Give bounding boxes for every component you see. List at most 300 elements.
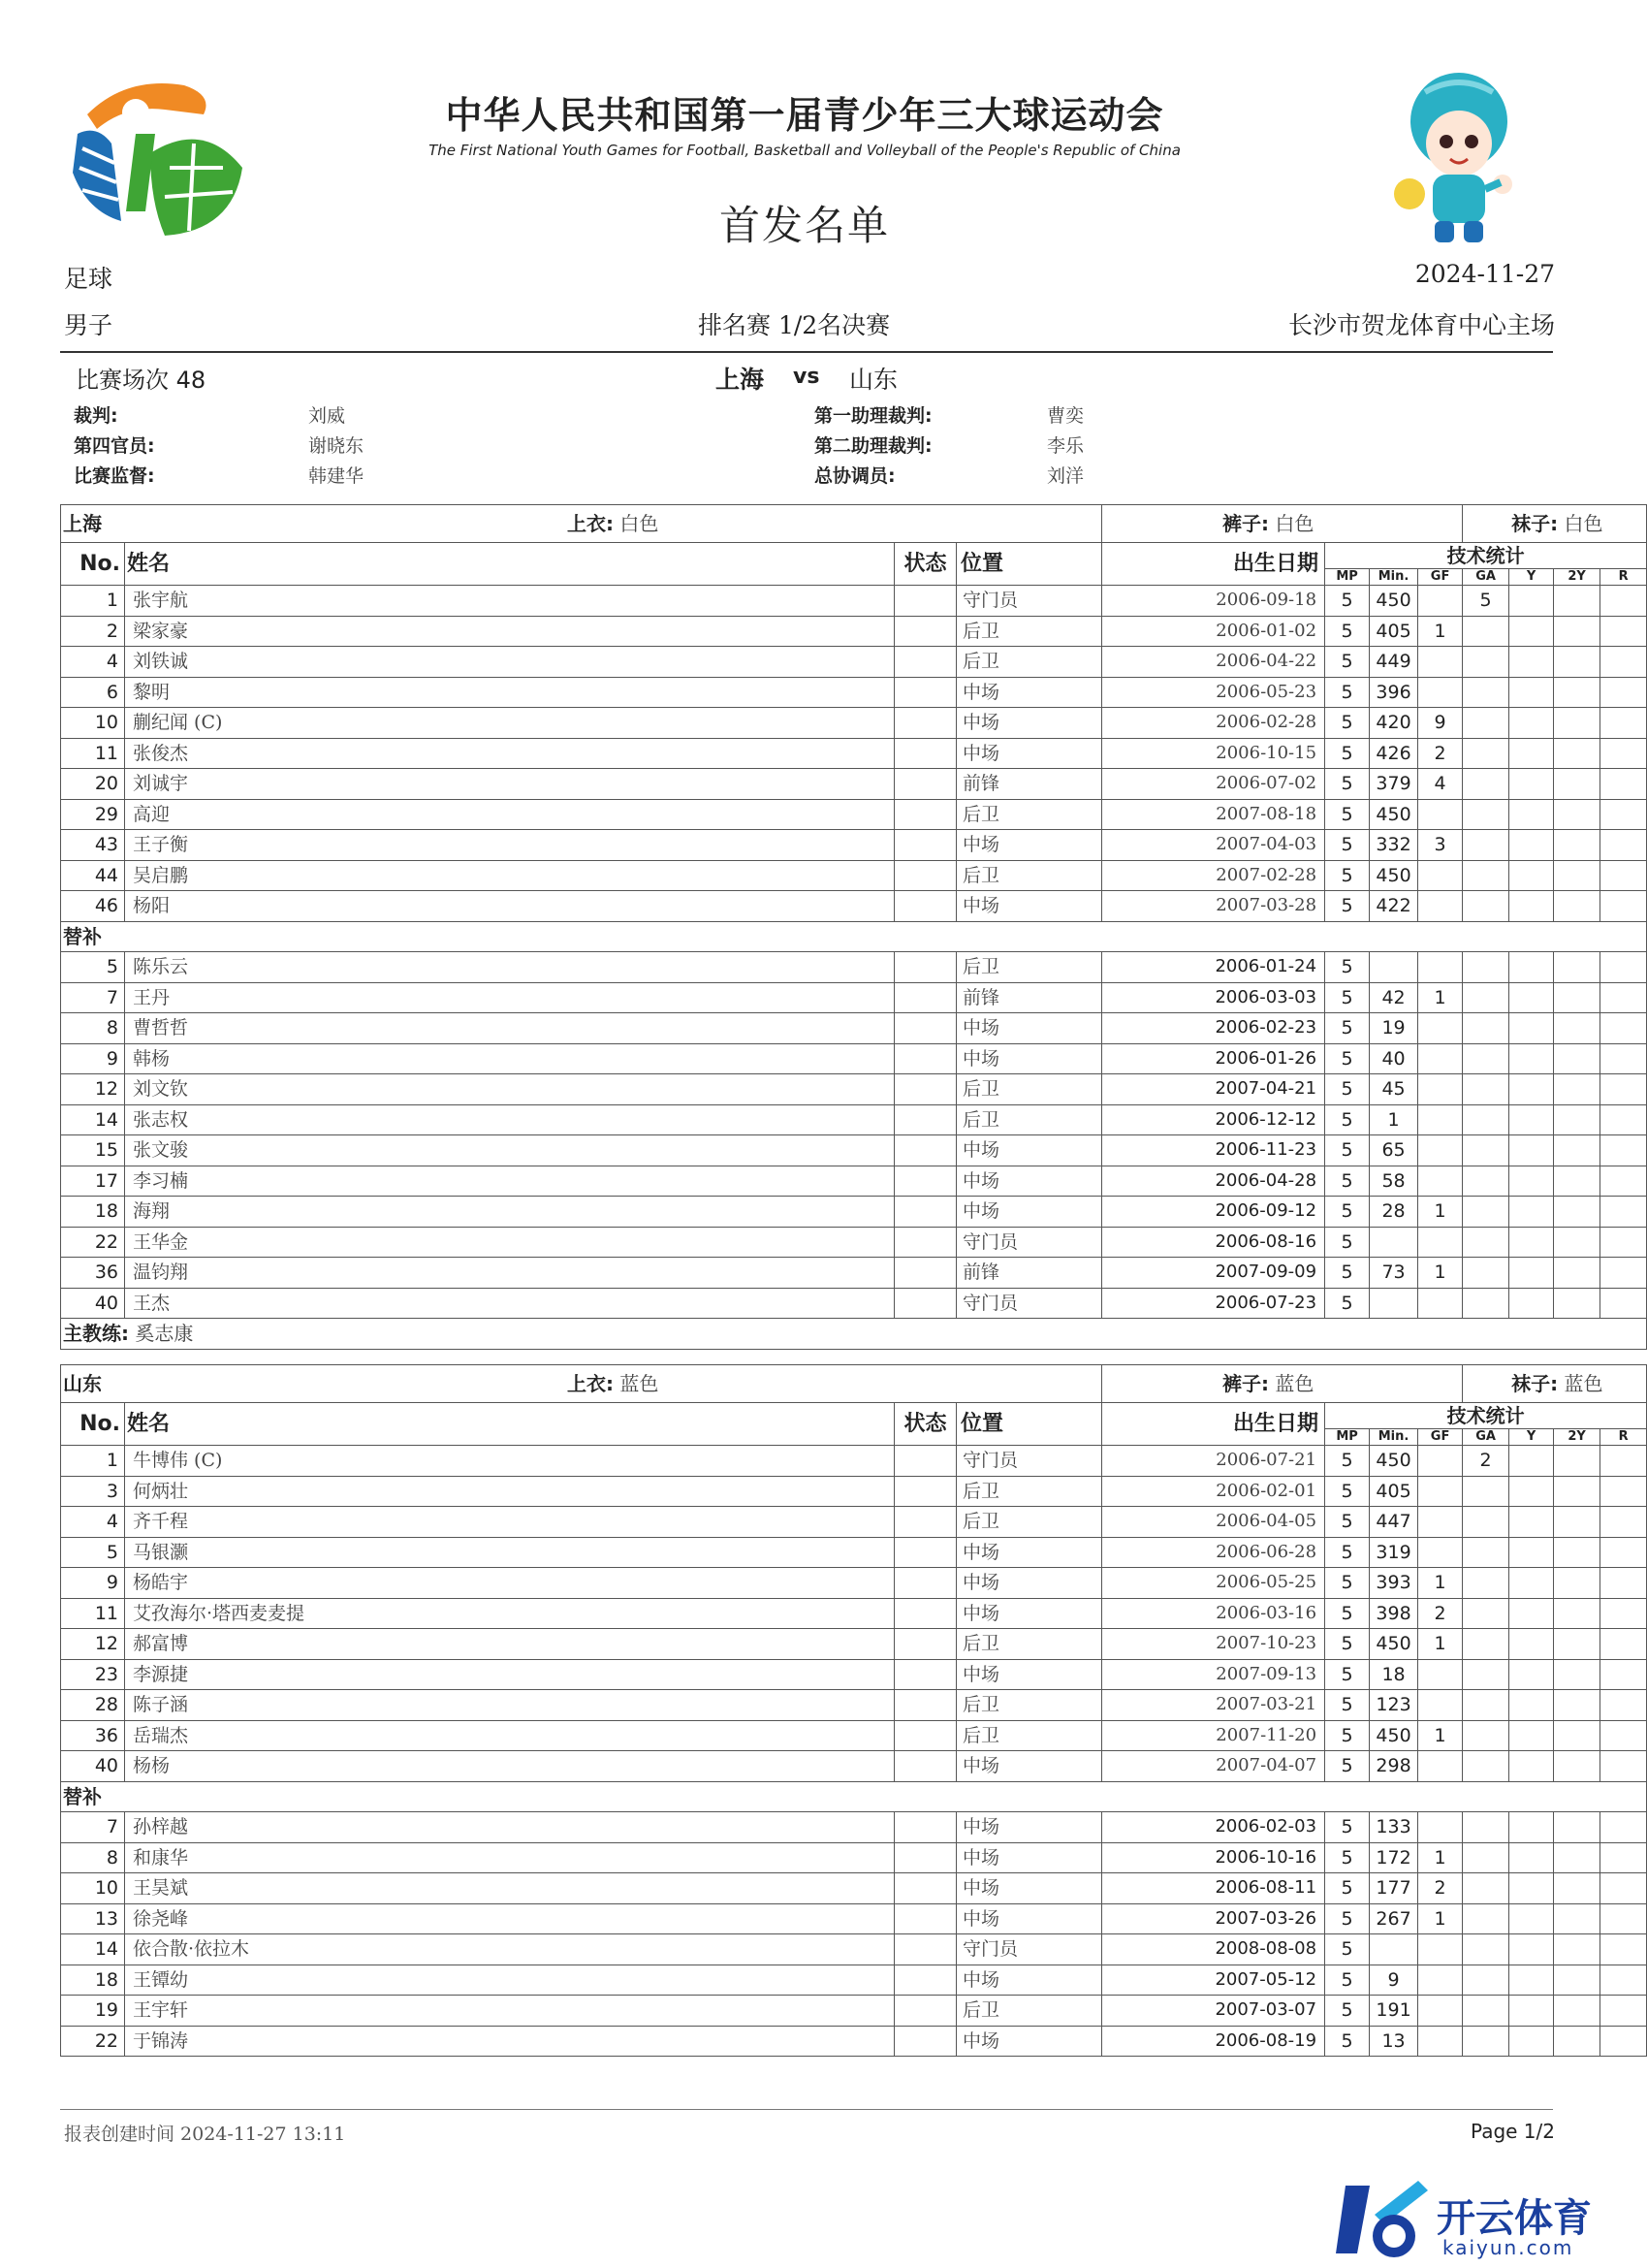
player-row (61, 1934, 1647, 1965)
player-name: 高迎 (125, 799, 895, 830)
shirt-label: 上衣: (567, 1372, 614, 1395)
stat-min: 13 (1370, 2026, 1418, 2057)
stat-gf (1418, 1659, 1463, 1690)
stat-y (1509, 1629, 1554, 1660)
stat-mp: 5 (1325, 2026, 1370, 2057)
stat-y2 (1554, 769, 1600, 800)
player-number: 43 (61, 830, 125, 861)
stat-gf: 1 (1418, 982, 1463, 1013)
stat-r (1600, 1812, 1647, 1843)
stat-y (1509, 1104, 1554, 1135)
stat-header-gf: GF (1418, 569, 1463, 586)
player-position: 中场 (957, 1659, 1102, 1690)
stat-min: 422 (1370, 891, 1418, 922)
player-dob: 2006-01-24 (1102, 952, 1325, 983)
stat-y (1509, 1996, 1554, 2027)
player-dob: 2008-08-08 (1102, 1934, 1325, 1965)
watermark-url: kaiyun.com (1442, 2236, 1574, 2259)
stat-y (1509, 799, 1554, 830)
stat-r (1600, 1996, 1647, 2027)
stat-min (1370, 1227, 1418, 1258)
player-position: 中场 (957, 1043, 1102, 1074)
player-position: 中场 (957, 1873, 1102, 1904)
stat-y (1509, 1507, 1554, 1538)
stat-gf: 1 (1418, 1903, 1463, 1934)
player-status (895, 1135, 957, 1166)
shorts-cell (1102, 1365, 1463, 1403)
stat-r (1600, 677, 1647, 708)
player-name: 徐尧峰 (125, 1903, 895, 1934)
stat-mp: 5 (1325, 1690, 1370, 1721)
stat-mp: 5 (1325, 1568, 1370, 1599)
home-team-title: 上海 (715, 366, 765, 394)
stat-header-mp: MP (1325, 569, 1370, 586)
player-name: 王镡幼 (125, 1965, 895, 1996)
stat-y (1509, 1476, 1554, 1507)
player-name: 李习楠 (125, 1166, 895, 1197)
stat-y2 (1554, 799, 1600, 830)
stat-y2 (1554, 1751, 1600, 1782)
player-row (61, 708, 1647, 739)
player-name: 张宇航 (125, 586, 895, 617)
player-status (895, 1965, 957, 1996)
stat-gf (1418, 1476, 1463, 1507)
stat-r (1600, 1135, 1647, 1166)
player-number: 40 (61, 1751, 125, 1782)
player-row (61, 1873, 1647, 1904)
player-status (895, 1751, 957, 1782)
stat-gf (1418, 1507, 1463, 1538)
player-position: 守门员 (957, 1934, 1102, 1965)
player-status (895, 1013, 957, 1044)
player-row (61, 1537, 1647, 1568)
stat-ga (1463, 1903, 1509, 1934)
stat-y2 (1554, 1934, 1600, 1965)
stat-min: 405 (1370, 1476, 1418, 1507)
player-number: 23 (61, 1659, 125, 1690)
stat-mp: 5 (1325, 830, 1370, 861)
stat-y (1509, 1598, 1554, 1629)
stat-ga: 2 (1463, 1446, 1509, 1477)
player-name: 梁家豪 (125, 616, 895, 647)
team-table (60, 504, 1647, 1350)
stat-gf: 1 (1418, 1197, 1463, 1228)
stat-min: 42 (1370, 982, 1418, 1013)
player-number: 7 (61, 982, 125, 1013)
stat-y (1509, 1965, 1554, 1996)
stat-y (1509, 1873, 1554, 1904)
player-row (61, 1013, 1647, 1044)
player-row (61, 982, 1647, 1013)
stat-mp: 5 (1325, 799, 1370, 830)
stat-r (1600, 799, 1647, 830)
stat-y (1509, 2026, 1554, 2057)
stat-header-ga: GA (1463, 1429, 1509, 1446)
stat-mp: 5 (1325, 1751, 1370, 1782)
player-name: 马银灏 (125, 1537, 895, 1568)
player-number: 13 (61, 1903, 125, 1934)
player-name: 陈乐云 (125, 952, 895, 983)
stat-r (1600, 1873, 1647, 1904)
player-position: 前锋 (957, 769, 1102, 800)
stat-y (1509, 1166, 1554, 1197)
ar2-name: 李乐 (1047, 435, 1085, 457)
player-name: 黎明 (125, 677, 895, 708)
stat-gf (1418, 1043, 1463, 1074)
stat-mp: 5 (1325, 1873, 1370, 1904)
stat-mp: 5 (1325, 1476, 1370, 1507)
stat-mp: 5 (1325, 982, 1370, 1013)
shirt-color: 白色 (619, 512, 659, 535)
player-number: 8 (61, 1013, 125, 1044)
stat-y2 (1554, 1197, 1600, 1228)
player-status (895, 1598, 957, 1629)
player-status (895, 1903, 957, 1934)
shorts-label: 裤子: (1222, 1372, 1270, 1395)
stat-y (1509, 1720, 1554, 1751)
kaiyun-logo-icon (1336, 2176, 1433, 2263)
stat-r (1600, 1197, 1647, 1228)
player-row (61, 1476, 1647, 1507)
stat-mp: 5 (1325, 1842, 1370, 1873)
stat-y2 (1554, 1476, 1600, 1507)
player-name: 王丹 (125, 982, 895, 1013)
player-name: 岳瑞杰 (125, 1720, 895, 1751)
player-status (895, 1568, 957, 1599)
player-name: 刘文钦 (125, 1074, 895, 1105)
player-name: 温钧翔 (125, 1258, 895, 1289)
stat-y2 (1554, 1013, 1600, 1044)
stat-ga (1463, 769, 1509, 800)
player-row (61, 1965, 1647, 1996)
stat-mp: 5 (1325, 1507, 1370, 1538)
stat-mp: 5 (1325, 769, 1370, 800)
coordinator-label: 总协调员: (814, 465, 896, 487)
stat-min: 450 (1370, 1629, 1418, 1660)
referee-label: 裁判: (74, 405, 118, 427)
stat-ga (1463, 1720, 1509, 1751)
stat-min: 450 (1370, 799, 1418, 830)
player-row (61, 647, 1647, 678)
player-position: 中场 (957, 677, 1102, 708)
stat-r (1600, 586, 1647, 617)
player-name: 海翔 (125, 1197, 895, 1228)
stat-y (1509, 1568, 1554, 1599)
player-position: 后卫 (957, 799, 1102, 830)
stat-y (1509, 616, 1554, 647)
stat-y2 (1554, 1043, 1600, 1074)
stage-label: 排名赛 1/2名决赛 (698, 311, 891, 339)
stat-gf (1418, 860, 1463, 891)
stat-y (1509, 1135, 1554, 1166)
player-status (895, 1104, 957, 1135)
stat-gf: 4 (1418, 769, 1463, 800)
player-status (895, 1227, 957, 1258)
player-dob: 2007-03-28 (1102, 891, 1325, 922)
stat-y (1509, 1288, 1554, 1319)
stat-mp: 5 (1325, 1197, 1370, 1228)
player-position: 中场 (957, 1568, 1102, 1599)
stat-ga (1463, 891, 1509, 922)
supervisor-label: 比赛监督: (74, 465, 155, 487)
stat-y (1509, 1934, 1554, 1965)
player-number: 29 (61, 799, 125, 830)
player-position: 中场 (957, 1135, 1102, 1166)
player-name: 刘诚宇 (125, 769, 895, 800)
player-row (61, 1751, 1647, 1782)
stat-ga (1463, 1507, 1509, 1538)
stat-r (1600, 1751, 1647, 1782)
stat-y2 (1554, 677, 1600, 708)
player-name: 张志权 (125, 1104, 895, 1135)
player-position: 守门员 (957, 586, 1102, 617)
stat-min: 65 (1370, 1135, 1418, 1166)
shirt-color: 蓝色 (619, 1372, 659, 1395)
player-name: 于锦涛 (125, 2026, 895, 2057)
stat-r (1600, 1288, 1647, 1319)
stat-ga (1463, 1965, 1509, 1996)
player-row (61, 830, 1647, 861)
stat-ga (1463, 1873, 1509, 1904)
stat-ga (1463, 2026, 1509, 2057)
player-position: 后卫 (957, 1629, 1102, 1660)
stat-y2 (1554, 1568, 1600, 1599)
player-status (895, 769, 957, 800)
player-status (895, 1842, 957, 1873)
stat-y2 (1554, 1690, 1600, 1721)
player-name: 曹哲哲 (125, 1013, 895, 1044)
referee-name: 刘威 (308, 405, 346, 427)
player-number: 9 (61, 1043, 125, 1074)
gender-label: 男子 (64, 311, 113, 339)
player-number: 5 (61, 952, 125, 983)
player-number: 9 (61, 1568, 125, 1599)
stat-y (1509, 891, 1554, 922)
player-number: 11 (61, 738, 125, 769)
stat-ga (1463, 1074, 1509, 1105)
stat-r (1600, 830, 1647, 861)
stat-mp: 5 (1325, 1720, 1370, 1751)
stat-y2 (1554, 830, 1600, 861)
stat-min: 18 (1370, 1659, 1418, 1690)
stat-r (1600, 1476, 1647, 1507)
player-number: 12 (61, 1629, 125, 1660)
player-status (895, 1812, 957, 1843)
header-divider (60, 351, 1553, 353)
player-dob: 2007-04-03 (1102, 830, 1325, 861)
stat-mp: 5 (1325, 952, 1370, 983)
stat-gf (1418, 1965, 1463, 1996)
stat-y2 (1554, 1996, 1600, 2027)
player-name: 杨阳 (125, 891, 895, 922)
player-position: 中场 (957, 1598, 1102, 1629)
stat-ga (1463, 647, 1509, 678)
stat-gf: 2 (1418, 1598, 1463, 1629)
player-row (61, 586, 1647, 617)
player-row (61, 677, 1647, 708)
player-position: 守门员 (957, 1227, 1102, 1258)
player-status (895, 860, 957, 891)
fourth-official-label: 第四官员: (74, 435, 155, 457)
stat-gf (1418, 1446, 1463, 1477)
player-status (895, 1690, 957, 1721)
player-number: 1 (61, 586, 125, 617)
player-number: 22 (61, 1227, 125, 1258)
stat-y (1509, 952, 1554, 983)
player-dob: 2007-04-21 (1102, 1074, 1325, 1105)
col-dob: 出生日期 (1102, 543, 1325, 586)
stat-y (1509, 1537, 1554, 1568)
player-name: 李源捷 (125, 1659, 895, 1690)
stat-mp: 5 (1325, 860, 1370, 891)
stat-gf (1418, 1934, 1463, 1965)
stat-y (1509, 1690, 1554, 1721)
stat-y (1509, 647, 1554, 678)
player-status (895, 830, 957, 861)
stat-gf: 1 (1418, 1568, 1463, 1599)
stat-r (1600, 860, 1647, 891)
stat-mp: 5 (1325, 1043, 1370, 1074)
stat-min: 9 (1370, 1965, 1418, 1996)
stat-ga (1463, 616, 1509, 647)
player-number: 46 (61, 891, 125, 922)
stat-r (1600, 1013, 1647, 1044)
player-status (895, 647, 957, 678)
match-date: 2024-11-27 (1414, 260, 1555, 288)
player-position: 后卫 (957, 860, 1102, 891)
stat-y (1509, 1013, 1554, 1044)
stat-y2 (1554, 860, 1600, 891)
player-number: 20 (61, 769, 125, 800)
player-position: 中场 (957, 1842, 1102, 1873)
stat-y (1509, 1812, 1554, 1843)
player-status (895, 1197, 957, 1228)
player-name: 牛博伟 (C) (125, 1446, 895, 1477)
stat-header-min: Min. (1370, 569, 1418, 586)
page-title: 首发名单 (718, 202, 890, 249)
stat-min: 267 (1370, 1903, 1418, 1934)
stat-ga (1463, 1690, 1509, 1721)
stat-mp: 5 (1325, 708, 1370, 739)
player-row (61, 1135, 1647, 1166)
player-position: 后卫 (957, 647, 1102, 678)
stat-gf: 3 (1418, 830, 1463, 861)
player-row (61, 1629, 1647, 1660)
player-number: 10 (61, 1873, 125, 1904)
player-status (895, 1288, 957, 1319)
shorts-cell (1102, 505, 1463, 543)
col-name: 姓名 (125, 543, 895, 586)
player-name: 蒯纪闻 (C) (125, 708, 895, 739)
player-status (895, 616, 957, 647)
socks-cell (1463, 505, 1647, 543)
player-status (895, 799, 957, 830)
player-status (895, 1166, 957, 1197)
stat-y (1509, 1446, 1554, 1477)
player-position: 后卫 (957, 616, 1102, 647)
stat-min: 123 (1370, 1690, 1418, 1721)
stat-ga (1463, 708, 1509, 739)
stat-ga (1463, 1812, 1509, 1843)
col-stats: 技术统计 (1325, 1403, 1647, 1429)
stat-gf (1418, 1135, 1463, 1166)
stat-min (1370, 1934, 1418, 1965)
player-dob: 2006-05-23 (1102, 677, 1325, 708)
stat-ga: 5 (1463, 586, 1509, 617)
stat-min: 450 (1370, 586, 1418, 617)
stat-y (1509, 830, 1554, 861)
player-row (61, 1288, 1647, 1319)
player-dob: 2006-07-21 (1102, 1446, 1325, 1477)
stat-y (1509, 708, 1554, 739)
player-row (61, 1720, 1647, 1751)
stat-r (1600, 1598, 1647, 1629)
match-number: 比赛场次 48 (76, 367, 206, 394)
stat-r (1600, 1258, 1647, 1289)
player-dob: 2006-08-16 (1102, 1227, 1325, 1258)
col-status: 状态 (895, 1403, 957, 1446)
stat-gf: 1 (1418, 616, 1463, 647)
stat-y2 (1554, 1288, 1600, 1319)
stat-r (1600, 738, 1647, 769)
player-dob: 2006-01-26 (1102, 1043, 1325, 1074)
player-status (895, 2026, 957, 2057)
stat-mp: 5 (1325, 1074, 1370, 1105)
player-status (895, 952, 957, 983)
stat-r (1600, 1568, 1647, 1599)
stat-y2 (1554, 952, 1600, 983)
player-number: 17 (61, 1166, 125, 1197)
stat-gf (1418, 799, 1463, 830)
player-status (895, 708, 957, 739)
stat-r (1600, 1227, 1647, 1258)
stat-r (1600, 708, 1647, 739)
player-row (61, 738, 1647, 769)
stat-header-min: Min. (1370, 1429, 1418, 1446)
player-dob: 2007-09-09 (1102, 1258, 1325, 1289)
player-name: 刘铁诚 (125, 647, 895, 678)
stat-r (1600, 1720, 1647, 1751)
stat-y (1509, 738, 1554, 769)
stat-mp: 5 (1325, 1446, 1370, 1477)
player-position: 中场 (957, 1903, 1102, 1934)
stat-ga (1463, 1659, 1509, 1690)
stat-ga (1463, 1476, 1509, 1507)
stat-r (1600, 2026, 1647, 2057)
shorts-label: 裤子: (1222, 512, 1270, 535)
stat-mp: 5 (1325, 1996, 1370, 2027)
stat-min: 40 (1370, 1043, 1418, 1074)
stat-gf (1418, 1812, 1463, 1843)
stat-y (1509, 1659, 1554, 1690)
stat-gf (1418, 891, 1463, 922)
stat-y (1509, 982, 1554, 1013)
stat-header-y: Y (1509, 569, 1554, 586)
stat-r (1600, 616, 1647, 647)
player-status (895, 586, 957, 617)
player-position: 守门员 (957, 1288, 1102, 1319)
stat-y (1509, 1903, 1554, 1934)
col-position: 位置 (957, 1403, 1102, 1446)
stat-ga (1463, 1258, 1509, 1289)
player-name: 陈子涵 (125, 1690, 895, 1721)
player-name: 孙梓越 (125, 1812, 895, 1843)
player-position: 中场 (957, 891, 1102, 922)
report-created-time: 报表创建时间 2024-11-27 13:11 (64, 2124, 346, 2145)
stat-gf (1418, 1166, 1463, 1197)
stat-r (1600, 1446, 1647, 1477)
stat-y (1509, 1197, 1554, 1228)
